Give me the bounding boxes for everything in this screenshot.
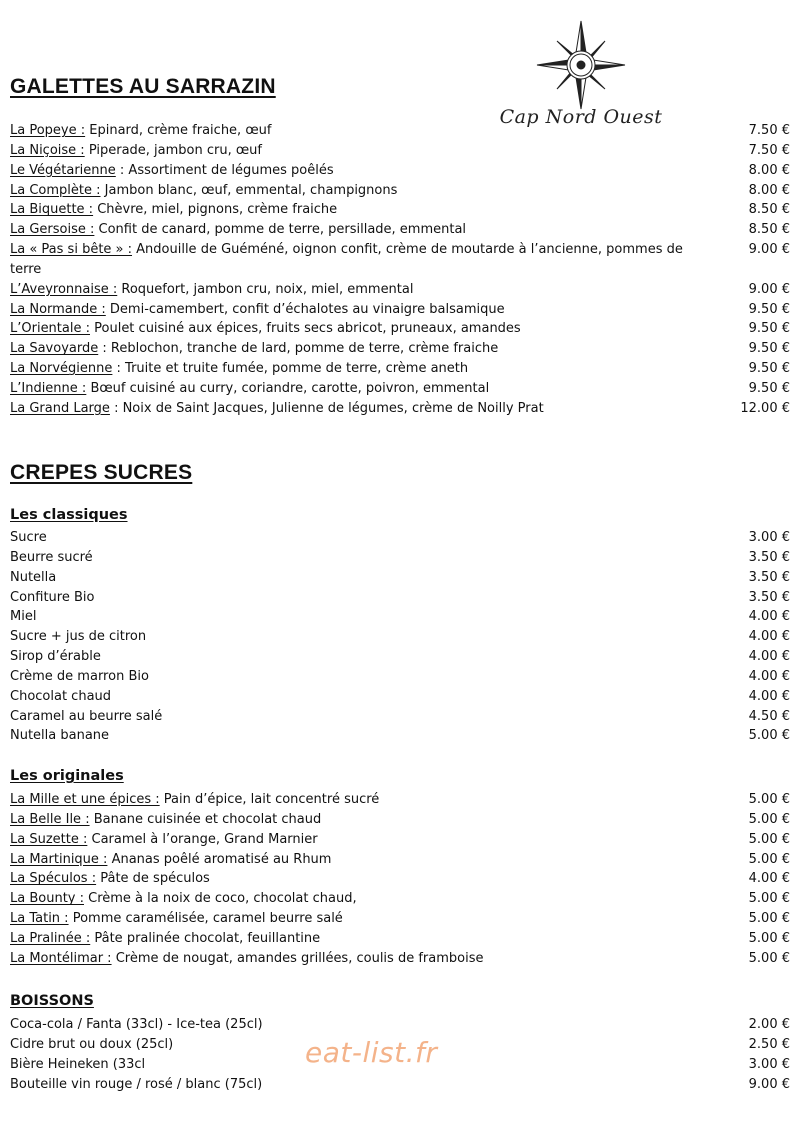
menu-item-name: La Norvégienne [10, 361, 113, 377]
menu-item-price: 3.50 € [748, 569, 790, 585]
menu-item-description: Chocolat chaud [10, 688, 112, 704]
menu-item-price: 9.50 € [748, 301, 790, 317]
menu-item-price: 9.50 € [748, 321, 790, 337]
menu-item-description: Jambon blanc, œuf, emmental, champignons [100, 182, 398, 198]
menu-item-description: Confit de canard, pomme de terre, persillade, emmental [94, 222, 467, 238]
menu-item-price: 4.00 € [748, 609, 790, 625]
menu-item-description: Nutella banane [10, 728, 110, 744]
menu-item-description: Confiture Bio [10, 589, 95, 605]
menu-item [10, 667, 790, 687]
menu-item-description: Piperade, jambon cru, œuf [84, 142, 262, 158]
galettes-title: GALETTES AU SARRAZIN [10, 75, 276, 98]
menu-item-price: 3.50 € [748, 589, 790, 605]
menu-item-description: Cidre brut ou doux (25cl) [10, 1036, 174, 1052]
menu-item [10, 929, 790, 949]
menu-item [10, 830, 790, 850]
menu-item [10, 399, 790, 419]
menu-item-description: Miel [10, 609, 37, 625]
menu-item-name: La Belle Ile : [10, 811, 90, 827]
menu-item-description: Pâte de spéculos [96, 871, 210, 887]
menu-item [10, 1015, 790, 1035]
originales-heading: Les originales [10, 768, 124, 784]
menu-item [10, 240, 790, 280]
compass-rose-icon [478, 18, 678, 113]
menu-item [10, 949, 790, 969]
menu-item-price: 7.50 € [748, 142, 790, 158]
menu-item-name: La Biquette : [10, 202, 94, 218]
galettes-list [10, 121, 790, 419]
menu-item-name: Le Végétarienne [10, 162, 116, 178]
menu-item-name: La Savoyarde [10, 341, 99, 357]
menu-item-name: La Gersoise : [10, 222, 95, 238]
menu-item-name: La Grand Large [10, 400, 110, 416]
menu-item-price: 9.50 € [748, 361, 790, 377]
menu-item-description: Caramel au beurre salé [10, 708, 163, 724]
menu-item [10, 141, 790, 161]
menu-item-price: 9.00 € [748, 281, 790, 297]
menu-item-name: La Tatin : [10, 911, 69, 927]
menu-item-price: 4.00 € [748, 649, 790, 665]
menu-item-price: 8.00 € [748, 162, 790, 178]
menu-item-description: Bouteille vin rouge / rosé / blanc (75cl) [10, 1076, 263, 1092]
menu-item-description: : Noix de Saint Jacques, Julienne de légumes, crème de Noilly Prat [109, 400, 544, 416]
menu-item-description: Pomme caramélisée, caramel beurre salé [68, 911, 343, 927]
menu-item-name: La Bounty : [10, 891, 84, 907]
classiques-heading: Les classiques [10, 507, 128, 523]
menu-item-price: 5.00 € [748, 891, 790, 907]
menu-item-name: La Complète : [10, 182, 101, 198]
boissons-heading: BOISSONS [10, 993, 94, 1009]
menu-item-description: Crème de nougat, amandes grillées, coulis de framboise [111, 950, 484, 966]
menu-item [10, 607, 790, 627]
menu-item-price: 4.00 € [748, 688, 790, 704]
menu-item-price: 5.00 € [748, 950, 790, 966]
menu-item [10, 889, 790, 909]
menu-item-price: 8.50 € [748, 202, 790, 218]
menu-item-description: Bière Heineken (33cl [10, 1056, 146, 1072]
menu-item [10, 161, 790, 181]
menu-item-name: La Normande : [10, 301, 106, 317]
menu-item-description: : Assortiment de légumes poêlés [115, 162, 334, 178]
menu-item-name: La Mille et une épices : [10, 792, 160, 807]
menu-item-price: 5.00 € [748, 851, 790, 867]
menu-item-description: Pâte pralinée chocolat, feuillantine [90, 930, 321, 946]
menu-item [10, 627, 790, 647]
menu-item-price: 7.50 € [748, 123, 790, 138]
restaurant-logo [478, 18, 678, 138]
menu-item-description: Coca-cola / Fanta (33cl) - Ice-tea (25cl) [10, 1017, 263, 1032]
menu-item-price: 3.00 € [748, 1056, 790, 1072]
menu-item-description: Bœuf cuisiné au curry, coriandre, carotte, poivron, emmental [86, 380, 490, 396]
menu-item [10, 909, 790, 929]
menu-item-price: 2.50 € [748, 1036, 790, 1052]
menu-item [10, 1075, 790, 1095]
menu-item [10, 687, 790, 707]
crepes-title: CREPES SUCRES [10, 461, 193, 484]
menu-item-description: Pain d’épice, lait concentré sucré [159, 792, 380, 807]
menu-item-name: La « Pas si bête » : [10, 242, 133, 258]
menu-item-description: Demi-camembert, confit d’échalotes au vinaigre balsamique [105, 301, 505, 317]
menu-item-description: Chèvre, miel, pignons, crème fraiche [93, 202, 338, 218]
menu-item-price: 2.00 € [748, 1017, 790, 1032]
menu-item-description: : Truite et truite fumée, pomme de terre, crème aneth [112, 361, 469, 377]
menu-item-price: 4.00 € [748, 668, 790, 684]
menu-item-price: 5.00 € [748, 930, 790, 946]
originales-list [10, 790, 790, 969]
menu-item-price: 4.50 € [748, 708, 790, 724]
menu-item-price: 3.00 € [748, 530, 790, 545]
menu-item-name: L’Aveyronnaise : [10, 281, 118, 297]
menu-item-name: L’Orientale : [10, 321, 90, 337]
menu-item [10, 850, 790, 870]
menu-item-name: La Spéculos : [10, 871, 97, 887]
watermark: eat-list.fr [305, 1036, 438, 1069]
menu-item-price: 9.00 € [748, 242, 790, 258]
menu-item [10, 319, 790, 339]
menu-item-price: 4.00 € [748, 629, 790, 645]
menu-item [10, 359, 790, 379]
menu-item [10, 181, 790, 201]
menu-item [10, 300, 790, 320]
menu-item [10, 528, 790, 548]
menu-item-price: 5.00 € [748, 811, 790, 827]
menu-item [10, 280, 790, 300]
menu-item-description: Crème de marron Bio [10, 668, 149, 684]
menu-item-name: La Niçoise : [10, 142, 85, 158]
menu-item-price: 9.50 € [748, 380, 790, 396]
menu-item-description: Roquefort, jambon cru, noix, miel, emmental [117, 281, 414, 297]
menu-item-price: 5.00 € [748, 728, 790, 744]
menu-item [10, 726, 790, 746]
menu-item-description: Epinard, crème fraiche, œuf [85, 123, 272, 138]
menu-item-name: La Suzette : [10, 831, 88, 847]
menu-item-name: La Popeye : [10, 123, 86, 138]
menu-item [10, 707, 790, 727]
menu-item-price: 9.50 € [748, 341, 790, 357]
menu-item [10, 790, 790, 810]
menu-item [10, 339, 790, 359]
menu-item-price: 5.00 € [748, 911, 790, 927]
menu-item [10, 121, 790, 141]
menu-item-price: 9.00 € [748, 1076, 790, 1092]
menu-item-description: Ananas poêlé aromatisé au Rhum [107, 851, 332, 867]
menu-item-name: La Montélimar : [10, 950, 112, 966]
menu-item-name: La Pralinée : [10, 930, 91, 946]
menu-item-description: Sucre [10, 530, 47, 545]
menu-item [10, 548, 790, 568]
classiques-list [10, 528, 790, 746]
menu-item-name: La Martinique : [10, 851, 108, 867]
menu-item [10, 200, 790, 220]
menu-item-name: L’Indienne : [10, 380, 87, 396]
menu-item-description: Banane cuisinée et chocolat chaud [89, 811, 322, 827]
menu-item-price: 8.50 € [748, 222, 790, 238]
menu-item [10, 810, 790, 830]
menu-item-description: Nutella [10, 569, 57, 585]
menu-item-price: 5.00 € [748, 792, 790, 807]
menu-item-description: Sucre + jus de citron [10, 629, 147, 645]
menu-item [10, 647, 790, 667]
menu-item-price: 12.00 € [740, 400, 790, 416]
menu-item [10, 220, 790, 240]
menu-item-description: Poulet cuisiné aux épices, fruits secs abricot, pruneaux, amandes [90, 321, 521, 337]
menu-item-price: 8.00 € [748, 182, 790, 198]
menu-item [10, 869, 790, 889]
menu-item-description: Andouille de Guéméné, oignon confit, crème de moutarde à l’ancienne, pommes de terre [10, 242, 683, 277]
menu-item [10, 588, 790, 608]
menu-item [10, 568, 790, 588]
menu-item-description: Crème à la noix de coco, chocolat chaud, [84, 891, 357, 907]
menu-item-description: Sirop d’érable [10, 649, 101, 665]
menu-item-price: 5.00 € [748, 831, 790, 847]
menu-item [10, 379, 790, 399]
menu-item-description: : Reblochon, tranche de lard, pomme de terre, crème fraiche [98, 341, 499, 357]
menu-item-price: 4.00 € [748, 871, 790, 887]
logo-text: Cap Nord Ouest [499, 106, 663, 128]
menu-item-price: 3.50 € [748, 549, 790, 565]
menu-item-description: Beurre sucré [10, 549, 93, 565]
menu-item-description: Caramel à l’orange, Grand Marnier [87, 831, 318, 847]
